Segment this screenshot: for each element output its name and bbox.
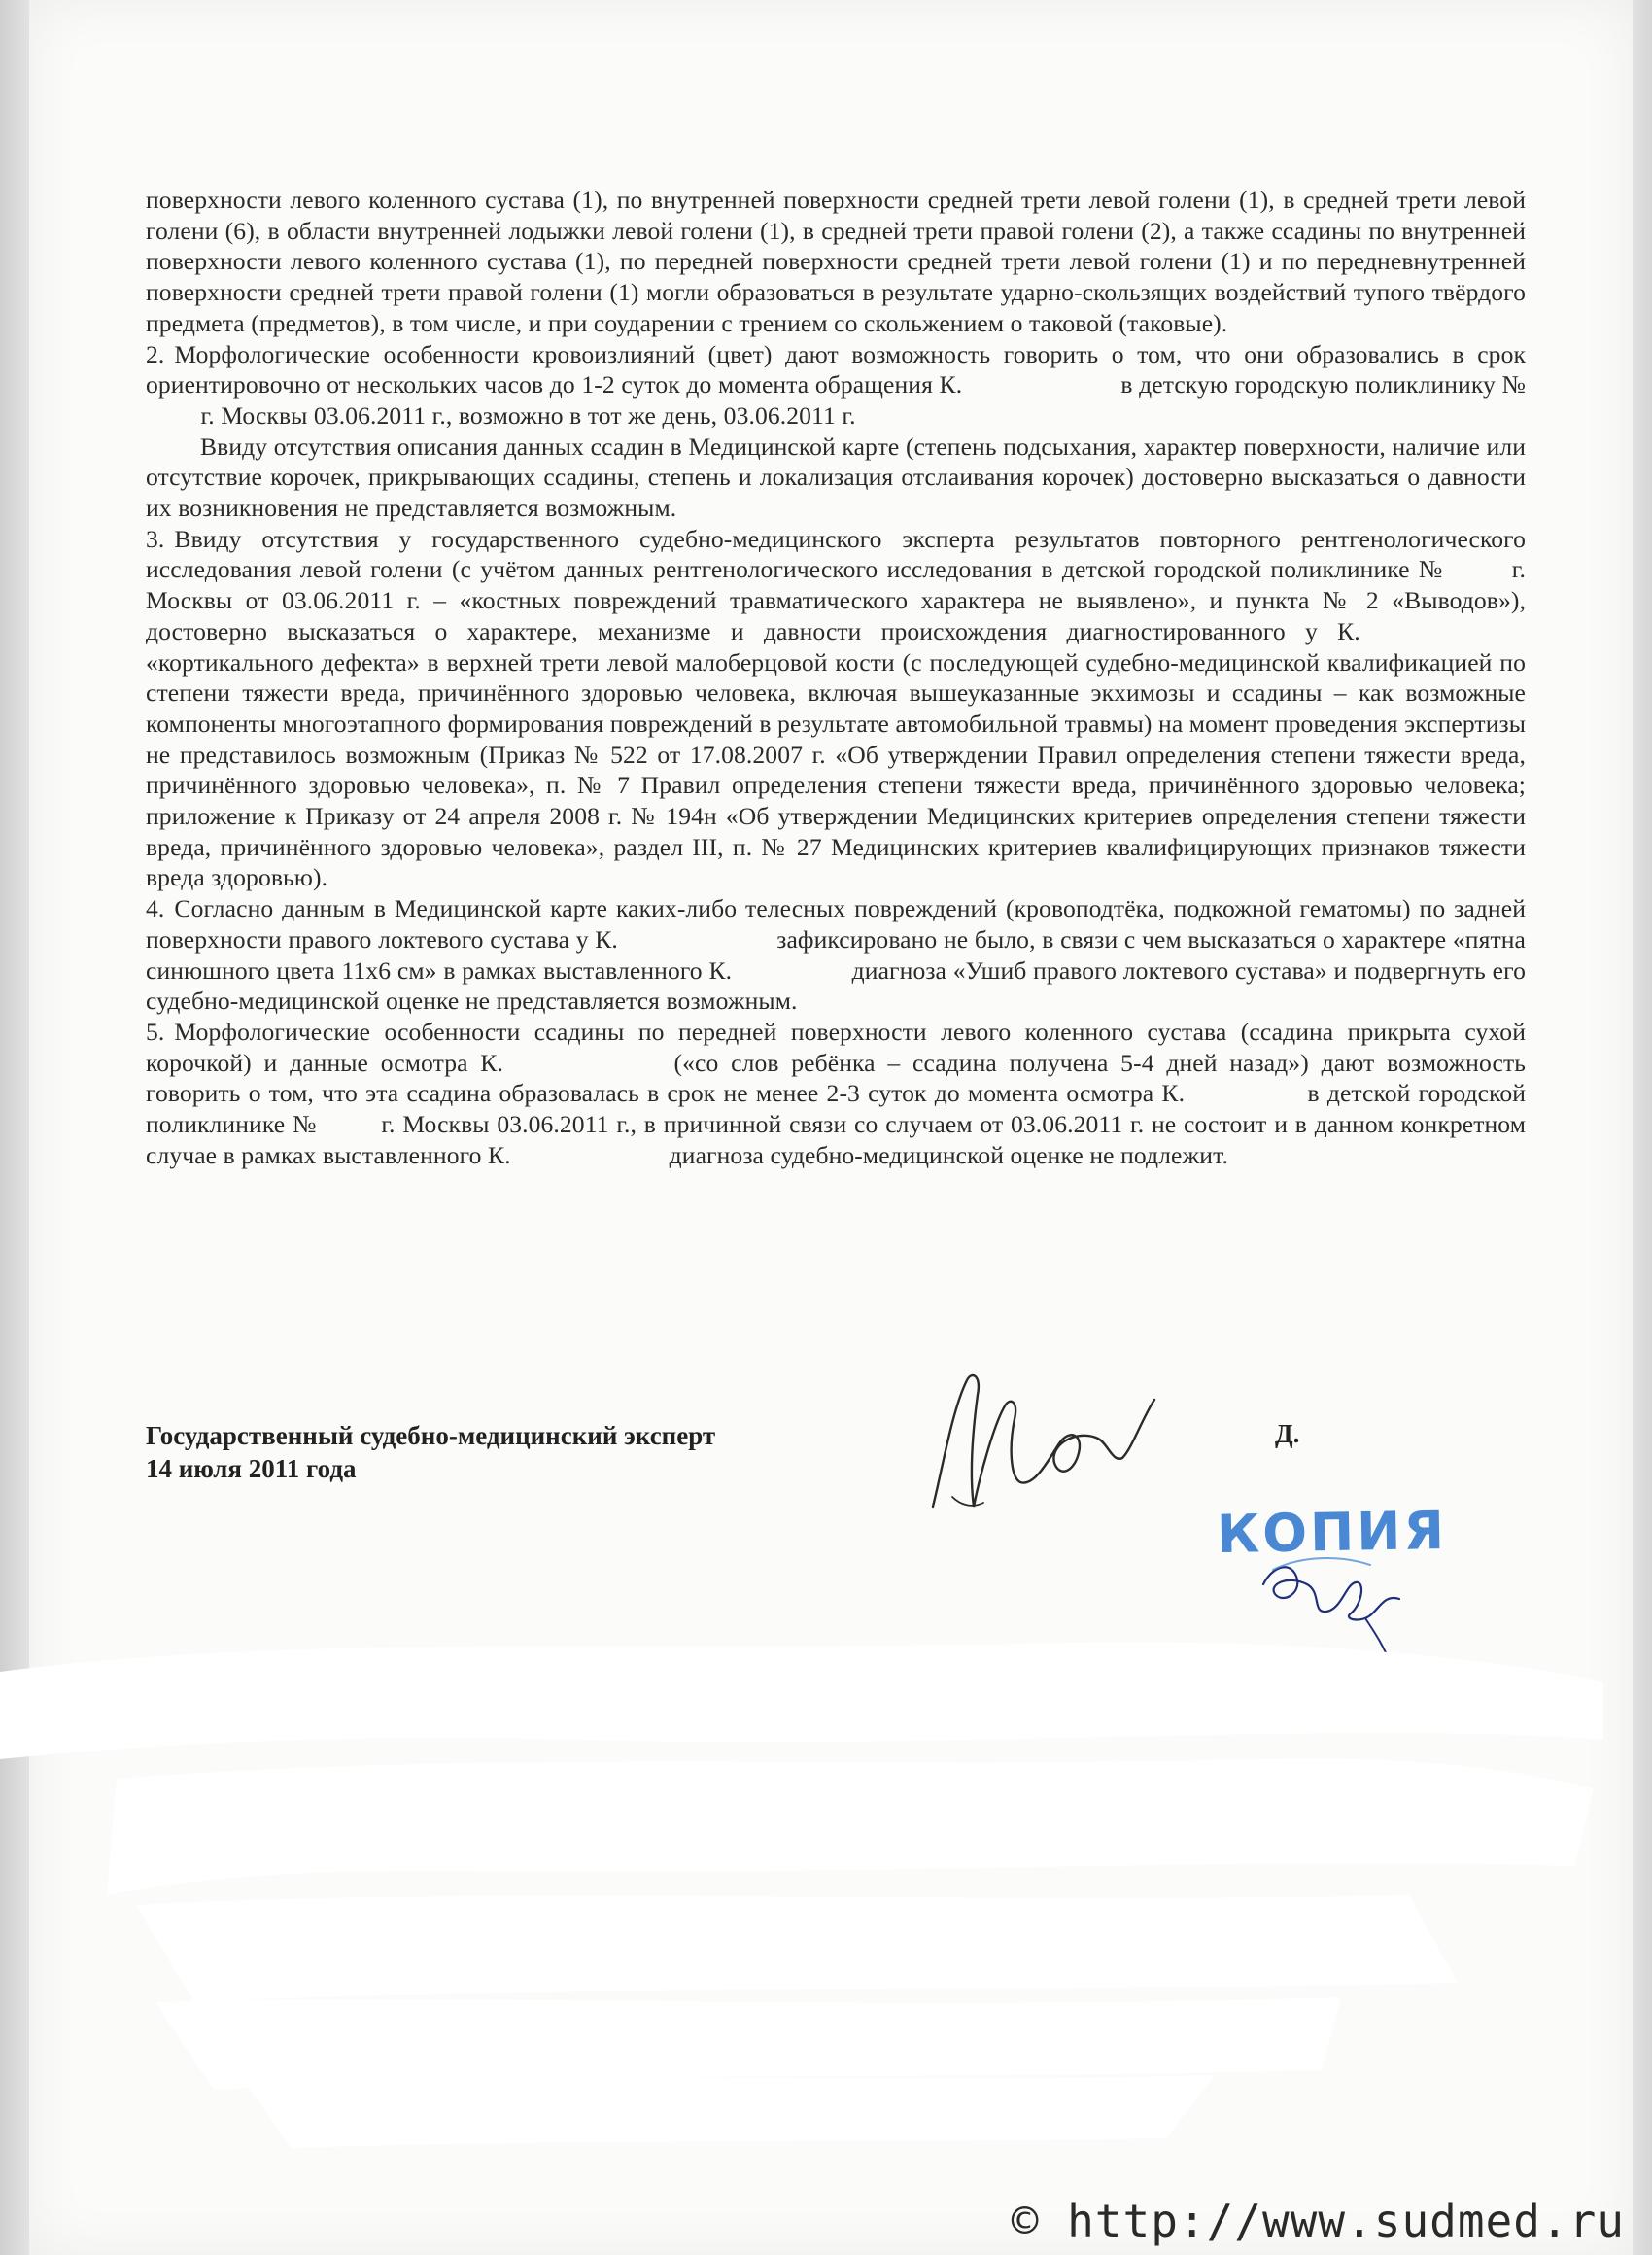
signature-date: 14 июля 2011 года [146, 1454, 357, 1483]
paragraph-number: 2. [146, 339, 165, 368]
paragraph-number: 4. [146, 894, 165, 923]
redaction-mark [146, 406, 194, 430]
paragraph-text: диагноза «Ушиб правого локтевого сустава» и подвергнуть его судебно-медицинской оценке не представляется возможным. [146, 955, 1526, 1016]
paragraph-2-note [146, 432, 1526, 524]
paragraph-text: г. Москвы 03.06.2011 г., в причинной связи со случаем от 03.06.2011 г. не состоит и в данном конкретном случае в рамках выставленного К. [146, 1110, 1527, 1169]
expert-signature-block [146, 1419, 715, 1485]
paragraph-text: Ввиду отсутствия описания данных ссадин в Медицинской карте (степень подсыхания, характер поверхности, наличие или отсутствие корочек, прикрывающих ссадины, степень и локализация отслаивания корочек) достоверно высказаться о давности их возникновения не представляется возможным. [146, 432, 1526, 523]
paragraph-text: Ввиду отсутствия у государственного судебно-медицинского эксперта результатов повторного рентгенологического исследования левой голени (с учётом данных рентгенологического исследования в детской городской поликлинике № [146, 524, 1526, 584]
redaction-mark [625, 930, 771, 954]
copy-stamp: КОПИЯ [1216, 1499, 1448, 1566]
redaction-mark [517, 1146, 663, 1169]
site-watermark: © http://www.sudmed.ru [1011, 2195, 1625, 2247]
paragraph-text: г. Москвы от 03.06.2011 г. – «костных повреждений травматического характера не выявлено», и пункта № 2 «Выводов»), достоверно высказаться о характере, механизме и давности происхождения диагностированного у К. [146, 555, 1527, 645]
redaction-mark [1455, 561, 1503, 584]
paragraph-2 [146, 339, 1526, 432]
paragraph-text: зафиксировано не было, в связи с чем высказаться о характере «пятна синюшного цвета 11х6 см» в рамках выставленного К. [146, 924, 1526, 985]
paragraph-text: поверхности левого коленного сустава (1), по внутренней поверхности средней трети левой голени (1), в средней трети левой голени (6), в области внутренней лодыжки левой голени (1), в средней трети правой голени (2), а также ссадины по внутренней поверхности левого коленного сустава (1), по передней поверхности средней трети левой голени (1) и по передневнутренней поверхности средней трети правой голени (1) могли образоваться в результате ударно-скользящих воздействий тупого твёрдого предмета (предметов), в том числе, и при соударении с трением со скольжением о таковой (таковые). [146, 186, 1526, 337]
paragraph-5 [146, 1017, 1526, 1171]
redaction-mark [326, 1115, 374, 1138]
paragraph-text: Морфологические особенности кровоизлияний (цвет) дают возможность говорить о том, что они образовались в срок ориентировочно от нескольких часов до 1-2 суток до момента обращения К. [146, 339, 1526, 399]
paragraph-text: («со слов ребёнка – ссадина получена 5-4 дней назад») дают возможность говорить о том, что эта ссадина образовалась в срок не менее 2-3 суток до момента осмотра К. [146, 1048, 1527, 1108]
paragraph-continuation [146, 185, 1526, 339]
paragraph-3 [146, 524, 1526, 893]
paragraph-text: в детской городской поликлинике № [146, 1079, 1527, 1139]
redaction-mark [516, 1054, 662, 1077]
paragraph-text: Согласно данным в Медицинской карте каких-либо телесных повреждений (кровоподтёка, подкожной гематомы) по задней поверхности правого локтевого сустава у К. [146, 894, 1526, 954]
expert-name: Д. [1275, 1419, 1300, 1448]
document-body [146, 185, 1526, 1171]
paragraph-text: «кортикального дефекта» в верхней трети левой малоберцовой кости (с последующей судебно-медицинской квалификацией по степени тяжести вреда, причинённого здоровью человека, включая вышеуказанные экхимозы и ссадины – как возможные компоненты многоэтапного формирования повреждений в результате автомобильной травмы) на момент проведения экспертизы не представилось возможным (Приказ № 522 от 17.08.2007 г. «Об утверждении Правил определения степени тяжести вреда, причинённого здоровью человека», п. № 7 Правил определения степени тяжести вреда, причинённого здоровью человека; приложение к Приказу от 24 апреля 2008 г. № 194н «Об утверждении Медицинских критериев определения степени тяжести вреда, причинённого здоровью человека», раздел III, п. № 27 Медицинских критериев квалифицирующих признаков тяжести вреда здоровью). [146, 647, 1526, 892]
paragraph-text: в детскую городскую поликлинику № [1120, 370, 1527, 399]
redaction-mark [739, 961, 845, 985]
paragraph-number: 5. [146, 1017, 165, 1046]
redaction-mark [1192, 1085, 1299, 1108]
paragraph-number: 3. [146, 524, 165, 553]
handwritten-signature [913, 1351, 1166, 1526]
expert-title: Государственный судебно-медицинский эксперт [146, 1421, 716, 1450]
redaction-scribble [0, 1613, 1652, 2158]
paragraph-text: г. Москвы 03.06.2011 г., возможно в тот же день, 03.06.2011 г. [200, 400, 856, 430]
paragraph-text: диагноза судебно-медицинской оценке не подлежит. [669, 1140, 1228, 1169]
redaction-mark [969, 375, 1115, 399]
paragraph-text: Морфологические особенности ссадины по передней поверхности левого коленного сустава (ссадина прикрыта сухой корочкой) и данные осмотра К. [146, 1017, 1526, 1077]
redaction-mark [1380, 622, 1526, 645]
paragraph-4 [146, 893, 1526, 1017]
